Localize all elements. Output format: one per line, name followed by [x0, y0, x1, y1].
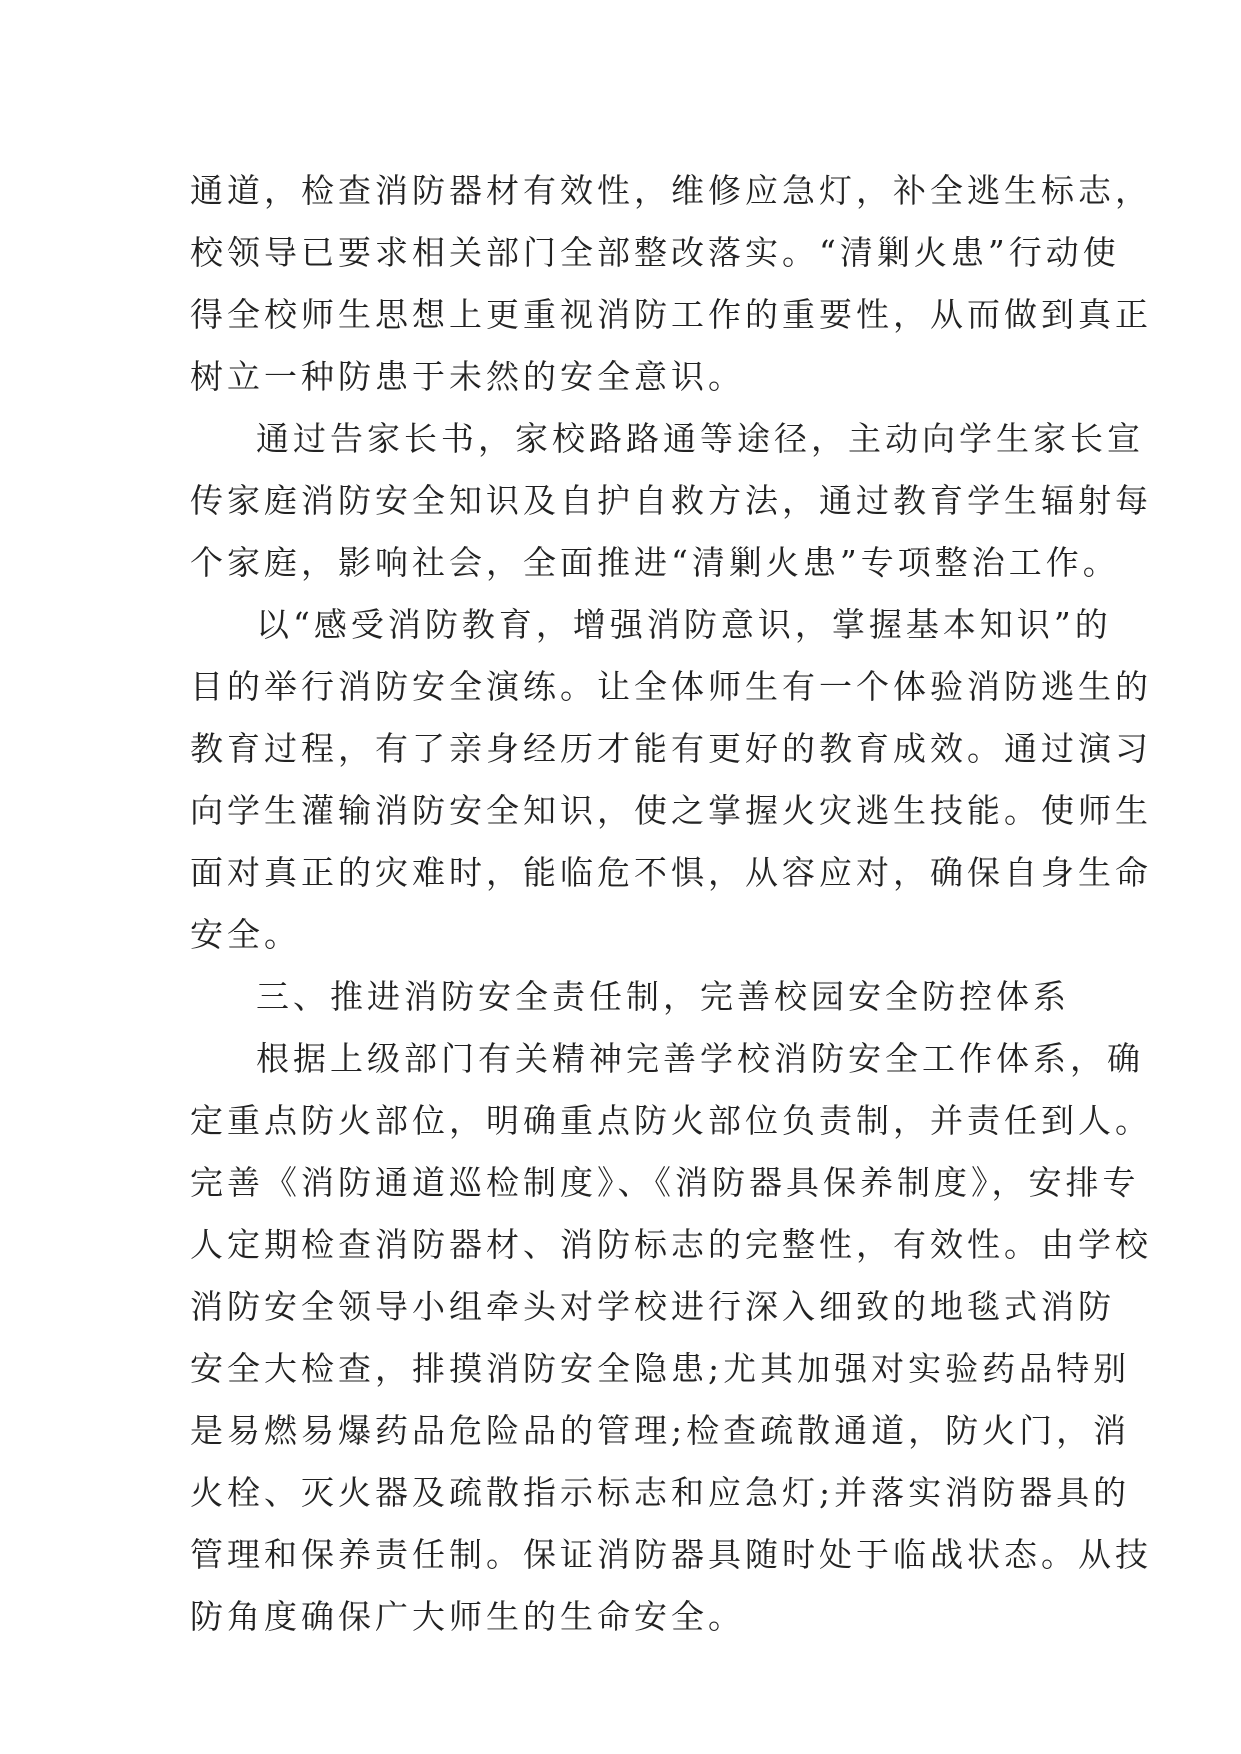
text-line: 目的举行消防安全演练。让全体师生有一个体验消防逃生的	[190, 667, 1152, 706]
text-line: 根据上级部门有关精神完善学校消防安全工作体系，确	[256, 1039, 1144, 1078]
text-line: 防角度确保广大师生的生命安全。	[190, 1597, 745, 1636]
text-line: 完善《消防通道巡检制度》、《消防器具保养制度》，安排专	[190, 1163, 1140, 1202]
text-line: 得全校师生思想上更重视消防工作的重要性，从而做到真正	[190, 295, 1152, 334]
text-line: 教育过程，有了亲身经历才能有更好的教育成效。通过演习	[190, 729, 1152, 768]
text-line: 通道，检查消防器材有效性，维修应急灯，补全逃生标志，	[190, 171, 1152, 210]
text-line: 向学生灌输消防安全知识，使之掌握火灾逃生技能。使师生	[190, 791, 1152, 830]
text-line: 校领导已要求相关部门全部整改落实。“清剿火患”行动使	[190, 233, 1120, 272]
text-line: 传家庭消防安全知识及自护自救方法，通过教育学生辐射每	[190, 481, 1152, 520]
text-line: 火栓、灭火器及疏散指示标志和应急灯;并落实消防器具的	[190, 1473, 1131, 1512]
text-line: 安全。	[190, 915, 301, 954]
section-heading: 三、推进消防安全责任制，完善校园安全防控体系	[256, 977, 1070, 1016]
text-line: 定重点防火部位，明确重点防火部位负责制，并责任到人。	[190, 1101, 1152, 1140]
text-line: 人定期检查消防器材、消防标志的完整性，有效性。由学校	[190, 1225, 1152, 1264]
text-line: 安全大检查，排摸消防安全隐患;尤其加强对实验药品特别	[190, 1349, 1131, 1388]
text-line: 树立一种防患于未然的安全意识。	[190, 357, 745, 396]
document-body	[190, 160, 1152, 1648]
text-line: 面对真正的灾难时，能临危不惧，从容应对，确保自身生命	[190, 853, 1152, 892]
text-line: 消防安全领导小组牵头对学校进行深入细致的地毯式消防	[190, 1287, 1115, 1326]
text-line: 通过告家长书，家校路路通等途径，主动向学生家长宣	[256, 419, 1144, 458]
text-line: 是易燃易爆药品危险品的管理;检查疏散通道，防火门，消	[190, 1411, 1131, 1450]
text-line: 个家庭，影响社会，全面推进“清剿火患”专项整治工作。	[190, 543, 1120, 582]
text-line: 以“感受消防教育，增强消防意识，掌握基本知识”的	[256, 605, 1112, 644]
text-line: 管理和保养责任制。保证消防器具随时处于临战状态。从技	[190, 1535, 1152, 1574]
